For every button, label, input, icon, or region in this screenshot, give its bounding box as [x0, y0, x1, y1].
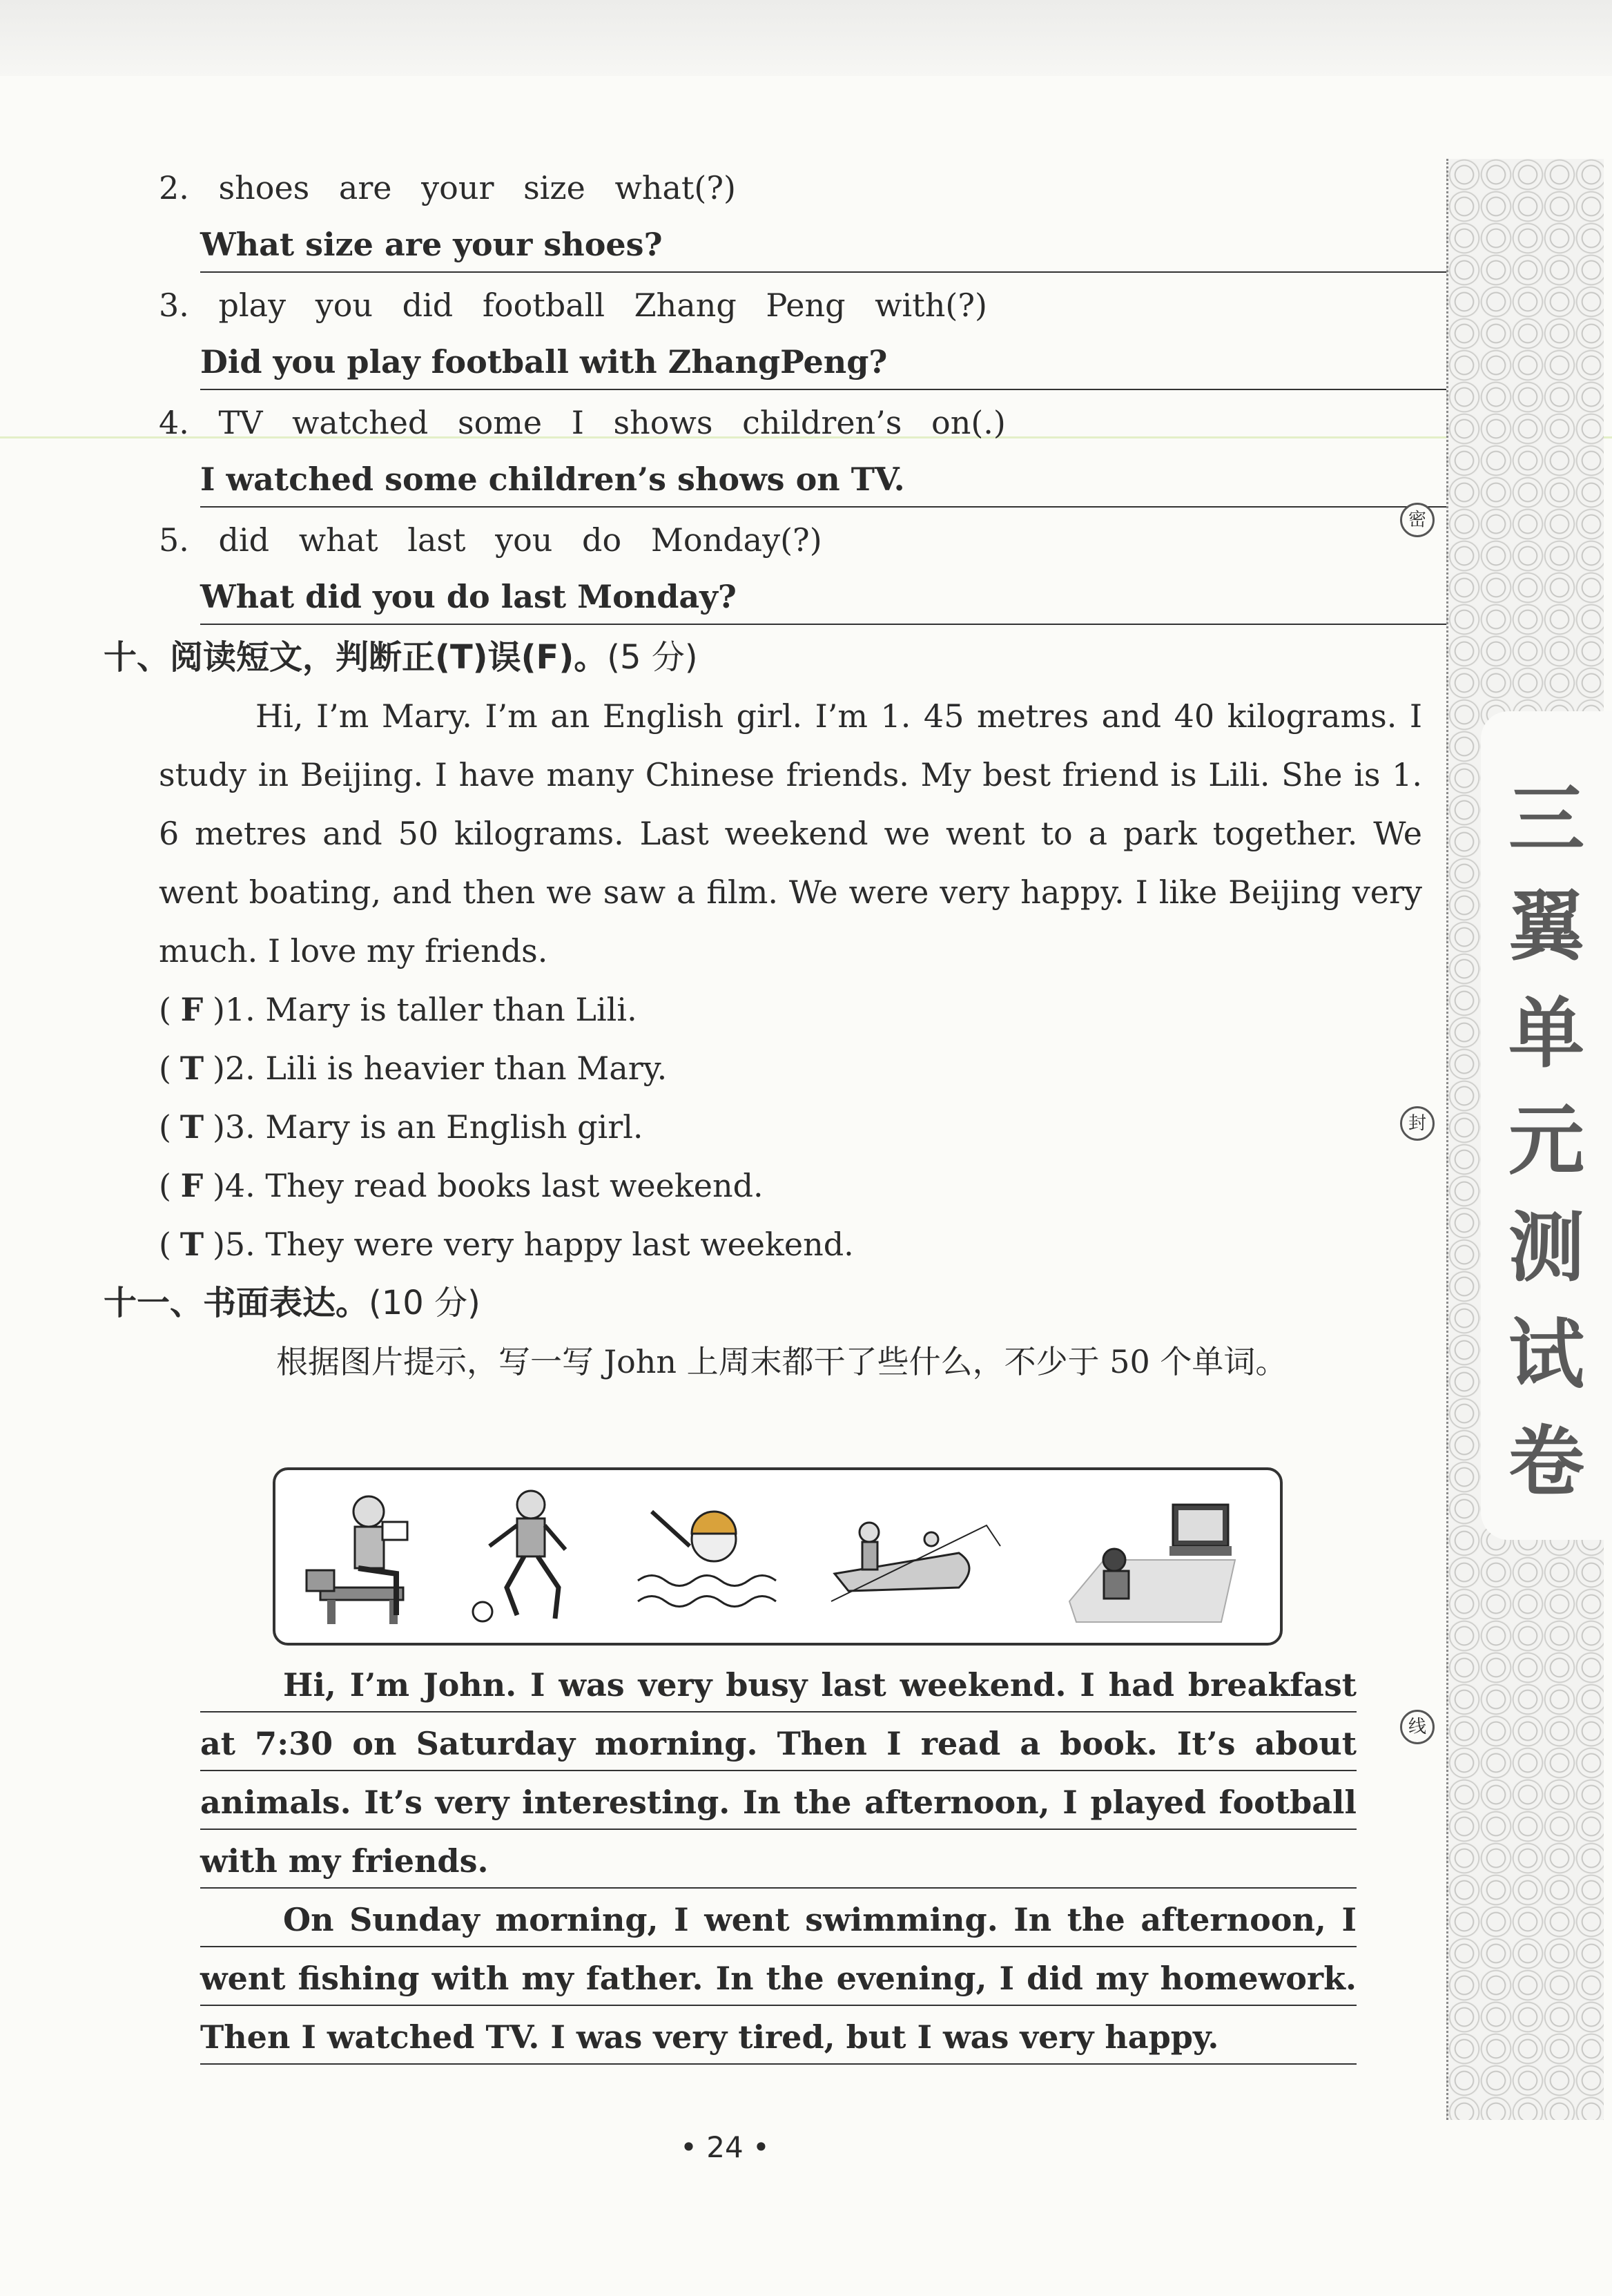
- watching-tv-picture: [1062, 1484, 1242, 1629]
- answer-3: Did you play football with ZhangPeng?: [200, 335, 1457, 390]
- main-content: [104, 159, 1422, 1391]
- passage-text: Hi, I’m Mary. I’m an English girl. I’m 1. 45 metres and 40 kilograms. I study in Beijing. I have many Chinese friends. My best friend is Lili. She is 1. 6 metres and 50 kilograms. Last weekend we went to a park together. We went boating, and then we saw a film. We were very happy. I like Beijing very much. I love my friends.: [159, 697, 1422, 969]
- judge-text: )5. They were very happy last weekend.: [212, 1226, 854, 1263]
- section10-score: (5 分): [607, 638, 698, 677]
- fishing-picture: [821, 1484, 1028, 1629]
- judge-item: ( F )1. Mary is taller than Lili.: [104, 981, 1367, 1039]
- judge-mark: T: [179, 1050, 204, 1087]
- section10-title: 十、阅读短文，判断正(T)误(F)。: [104, 638, 608, 677]
- judge-mark: F: [180, 991, 204, 1028]
- answer-4: I watched some children’s shows on TV.: [200, 452, 1457, 508]
- essay-paragraph: On Sunday morning, I went swimming. In the afternoon, I went fishing with my father. In the evening, I did my homework. Then I watched TV. I was very tired, but I was very happy.: [200, 1891, 1357, 2067]
- swimming-picture: [631, 1484, 790, 1629]
- answer-5: What did you do last Monday?: [200, 570, 1457, 625]
- seal-xian: 线: [1400, 1710, 1435, 1744]
- judge-mark: T: [179, 1108, 204, 1146]
- question-3: 3. play you did football Zhang Peng with(?): [159, 287, 987, 324]
- answer-2: What size are your shoes?: [200, 218, 1457, 273]
- judge-text: )2. Lili is heavier than Mary.: [212, 1050, 668, 1087]
- judge-text: )4. They read books last weekend.: [212, 1167, 764, 1204]
- writing-instruction: [104, 1333, 1457, 1391]
- side-title: 三翼单元测试卷: [1508, 775, 1584, 1506]
- reading-passage: [104, 687, 1422, 981]
- football-picture: [462, 1484, 600, 1629]
- essay: [200, 1656, 1357, 2067]
- reading-picture: [293, 1484, 431, 1629]
- judge-text: )1. Mary is taller than Lili.: [212, 991, 637, 1028]
- judge-mark: F: [180, 1167, 204, 1204]
- seal-mi: 密: [1400, 503, 1435, 537]
- judge-item: ( T )3. Mary is an English girl.: [104, 1098, 1367, 1157]
- instruction-text: 根据图片提示，写一写 John 上周末都干了些什么，不少于 50 个单词。: [276, 1343, 1288, 1380]
- picture-strip: [273, 1467, 1283, 1646]
- judge-item: ( T )5. They were very happy last weekend.: [104, 1215, 1367, 1274]
- judge-text: )3. Mary is an English girl.: [212, 1108, 643, 1146]
- page-top-band: [0, 0, 1612, 76]
- section11-score: (10 分): [369, 1284, 480, 1322]
- judge-item: ( F )4. They read books last weekend.: [104, 1157, 1367, 1215]
- page-number: • 24 •: [680, 2130, 770, 2164]
- judge-mark: T: [179, 1226, 204, 1263]
- judge-list: [104, 981, 1367, 1274]
- question-4: 4. TV watched some I shows children’s on(.): [159, 404, 1006, 441]
- question-2: 2. shoes are your size what(?): [159, 169, 736, 206]
- question-5: 5. did what last you do Monday(?): [159, 521, 822, 559]
- section11-title: 十一、书面表达。: [104, 1284, 369, 1322]
- section10-heading: [104, 628, 1367, 687]
- seal-feng: 封: [1400, 1106, 1435, 1141]
- section11-heading: [104, 1274, 1367, 1333]
- essay-paragraph: Hi, I’m John. I was very busy last weekend. I had breakfast at 7:30 on Saturday morning. Then I read a book. It’s about animals. It’s very interesting. In the afternoon, I played football with my friends.: [200, 1656, 1357, 1891]
- section9-items: [104, 159, 1367, 625]
- judge-item: ( T )2. Lili is heavier than Mary.: [104, 1039, 1367, 1098]
